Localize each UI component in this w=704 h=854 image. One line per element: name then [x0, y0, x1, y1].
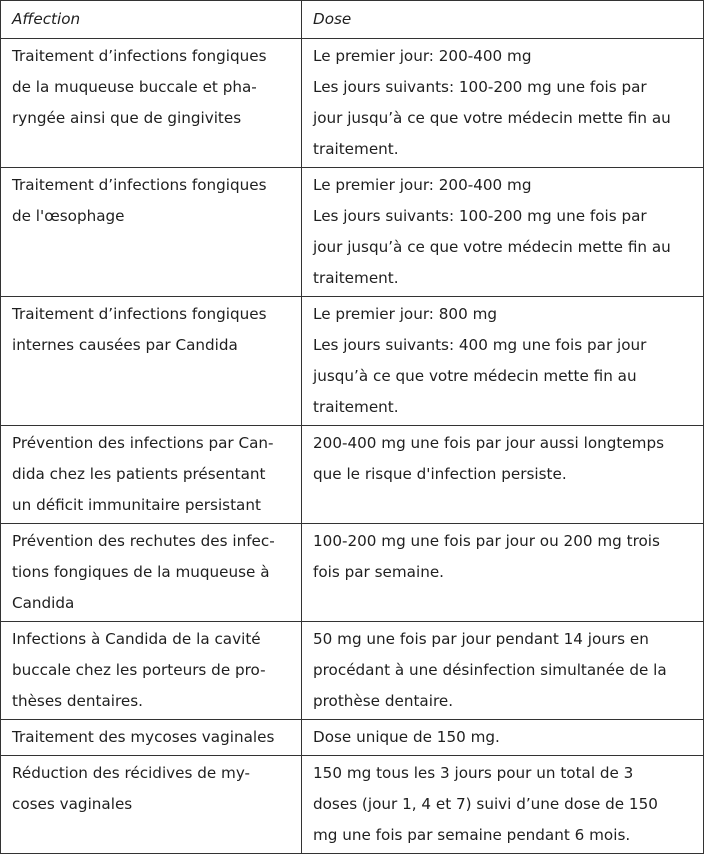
header-dose: Dose [302, 1, 704, 39]
dose-cell [302, 39, 704, 168]
dose-cell [302, 720, 704, 756]
condition-text-line: de la muqueuse buccale et pha- [12, 78, 257, 96]
condition-text-line: tions fongiques de la muqueuse à [12, 563, 270, 581]
condition-cell [1, 39, 302, 168]
dose-text-line: traitement. [313, 269, 399, 287]
dose-cell [302, 756, 704, 854]
dose-text-line: jour jusqu’à ce que votre médecin mette fin au [313, 238, 671, 256]
condition-cell [1, 524, 302, 622]
condition-text-line: Traitement d’infections fongiques [12, 176, 267, 194]
condition-cell [1, 297, 302, 426]
condition-text-line: Infections à Candida de la cavité [12, 630, 261, 648]
condition-cell [1, 168, 302, 297]
dose-text-line: procédant à une désinfection simultanée de la [313, 661, 667, 679]
dose-cell [302, 622, 704, 720]
condition-text-line: Traitement d’infections fongiques [12, 305, 267, 323]
dose-cell [302, 297, 704, 426]
condition-cell [1, 756, 302, 854]
condition-cell [1, 426, 302, 524]
table-row [1, 524, 704, 622]
condition-text-line: dida chez les patients présentant [12, 465, 266, 483]
dose-text-line: Le premier jour: 800 mg [313, 305, 497, 323]
dose-text-line: Le premier jour: 200-400 mg [313, 176, 532, 194]
table-row [1, 297, 704, 426]
condition-text-line: Prévention des rechutes des infec- [12, 532, 275, 550]
dose-cell [302, 168, 704, 297]
table-row [1, 720, 704, 756]
condition-text-line: thèses dentaires. [12, 692, 144, 710]
condition-text-line: Traitement d’infections fongiques [12, 47, 267, 65]
condition-text-line: internes causées par Candida [12, 336, 238, 354]
condition-text-line: un déficit immunitaire persistant [12, 496, 261, 514]
condition-cell [1, 720, 302, 756]
condition-text-line: buccale chez les porteurs de pro- [12, 661, 266, 679]
dose-cell [302, 426, 704, 524]
dose-text-line: traitement. [313, 398, 399, 416]
table-row [1, 39, 704, 168]
dose-text-line: 100-200 mg une fois par jour ou 200 mg trois [313, 532, 660, 550]
condition-text-line: Réduction des récidives de my- [12, 764, 251, 782]
dose-text-line: 50 mg une fois par jour pendant 14 jours en [313, 630, 649, 648]
table-row [1, 426, 704, 524]
condition-text-line: de l'œsophage [12, 207, 125, 225]
dose-text-line: fois par semaine. [313, 563, 444, 581]
condition-text-line: Candida [12, 594, 75, 612]
condition-text-line: Prévention des infections par Can- [12, 434, 274, 452]
table-row [1, 622, 704, 720]
dose-text-line: Dose unique de 150 mg. [313, 728, 500, 746]
dose-text-line: 150 mg tous les 3 jours pour un total de 3 [313, 764, 634, 782]
dose-text-line: doses (jour 1, 4 et 7) suivi d’une dose de 150 [313, 795, 658, 813]
header-affection: Affection [1, 1, 302, 39]
dose-text-line: que le risque d'infection persiste. [313, 465, 567, 483]
dose-text-line: Les jours suivants: 400 mg une fois par jour [313, 336, 647, 354]
table-header-row [1, 1, 704, 39]
dose-text-line: traitement. [313, 140, 399, 158]
condition-text-line: Traitement des mycoses vaginales [12, 728, 275, 746]
condition-text-line: coses vaginales [12, 795, 133, 813]
dose-text-line: jour jusqu’à ce que votre médecin mette fin au [313, 109, 671, 127]
table-row [1, 756, 704, 854]
dose-cell [302, 524, 704, 622]
table-body [1, 39, 704, 854]
dose-text-line: Les jours suivants: 100-200 mg une fois par [313, 207, 647, 225]
condition-text-line: ryngée ainsi que de gingivites [12, 109, 242, 127]
dose-text-line: prothèse dentaire. [313, 692, 454, 710]
dose-text-line: Les jours suivants: 100-200 mg une fois par [313, 78, 647, 96]
dose-text-line: Le premier jour: 200-400 mg [313, 47, 532, 65]
dose-text-line: 200-400 mg une fois par jour aussi longtemps [313, 434, 665, 452]
table-row [1, 168, 704, 297]
dose-text-line: mg une fois par semaine pendant 6 mois. [313, 826, 631, 844]
condition-cell [1, 622, 302, 720]
dose-text-line: jusqu’à ce que votre médecin mette fin au [313, 367, 637, 385]
